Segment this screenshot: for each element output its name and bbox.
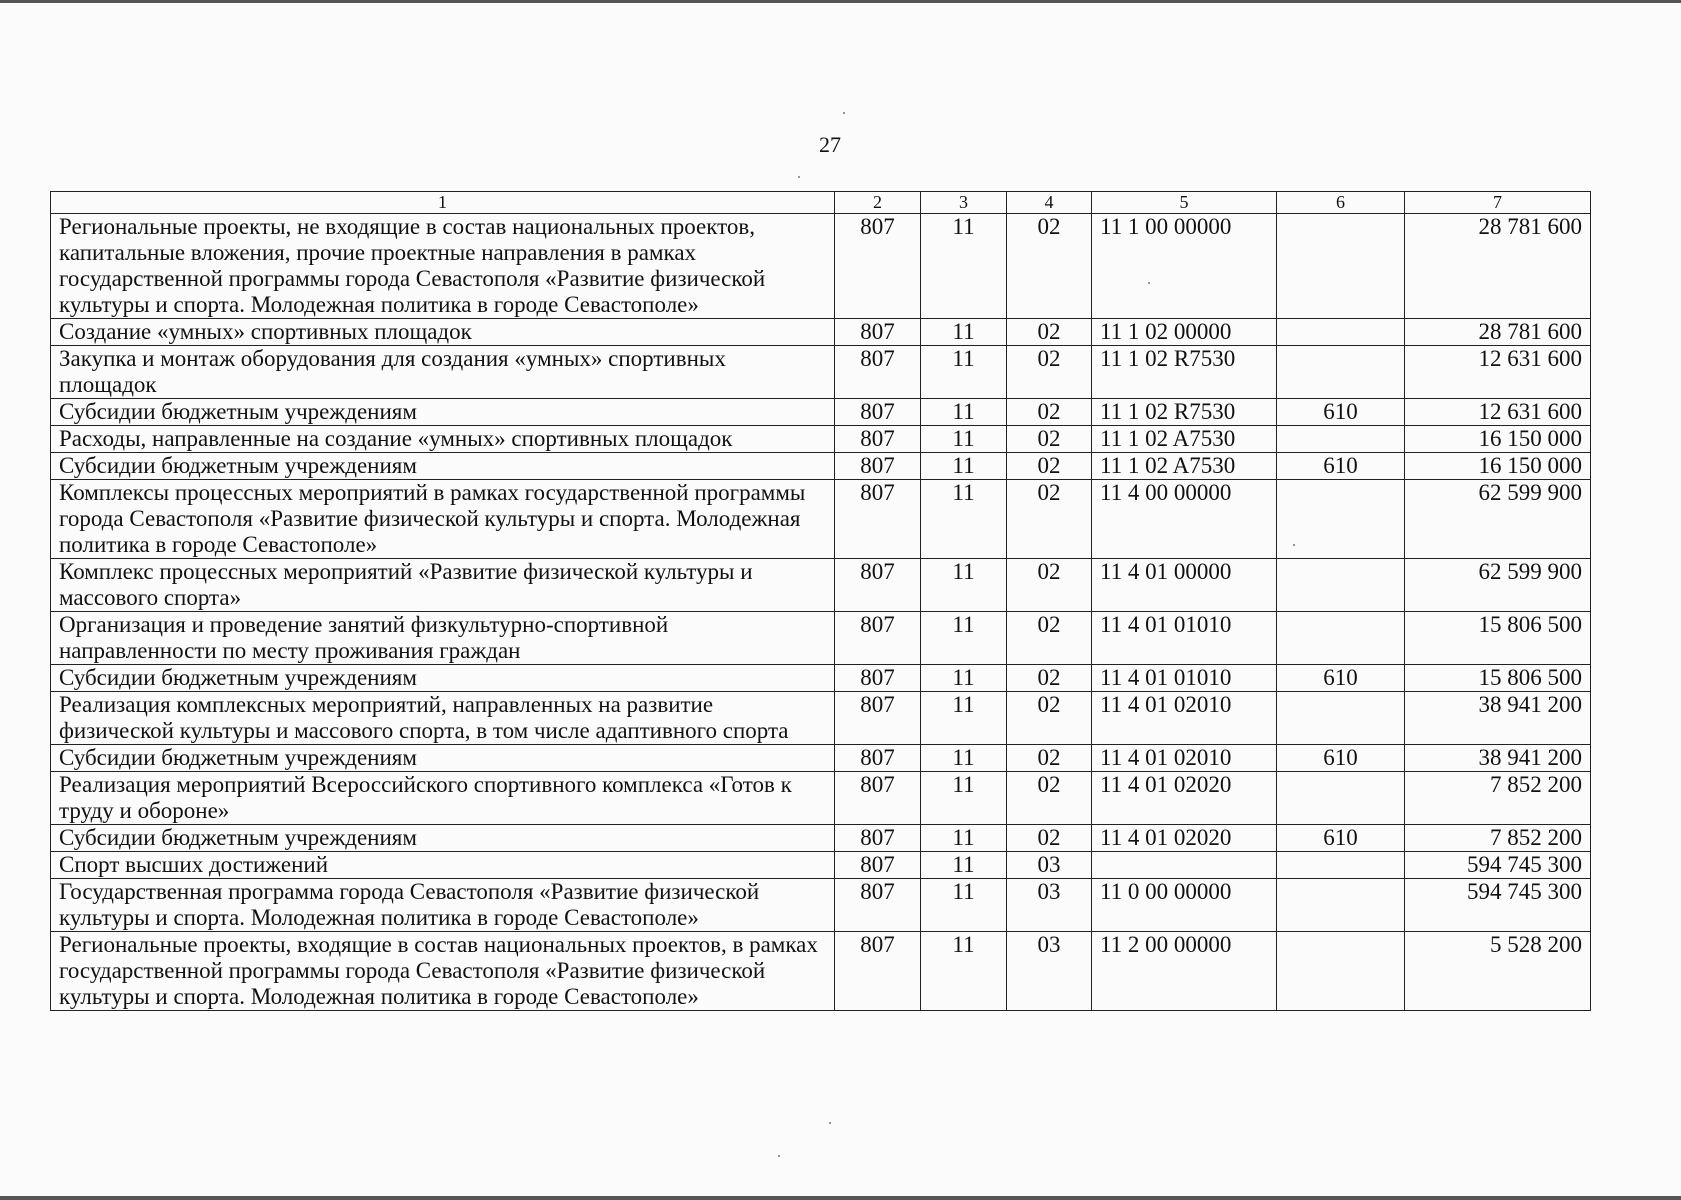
cell-subsection: 02 [1007, 825, 1092, 852]
cell-section: 11 [921, 825, 1007, 852]
cell-section: 11 [921, 852, 1007, 879]
cell-expense-type [1277, 346, 1405, 399]
cell-ministry-code: 807 [835, 612, 921, 665]
cell-amount: 16 150 000 [1405, 453, 1591, 480]
cell-name: Региональные проекты, не входящие в состав национальных проектов, капитальные вложения, прочие проектные направления в рамках государственной программы города Севастополя «Развитие физической культуры и спорта. Молодежная политика в городе Севастополе» [51, 214, 835, 319]
cell-ministry-code: 807 [835, 426, 921, 453]
cell-section: 11 [921, 612, 1007, 665]
cell-amount: 594 745 300 [1405, 852, 1591, 879]
scan-speck [1293, 544, 1295, 546]
cell-target-article: 11 4 00 00000 [1092, 480, 1277, 559]
cell-name: Государственная программа города Севастополя «Развитие физической культуры и спорта. Молодежная политика в городе Севастополе» [51, 879, 835, 932]
cell-subsection: 02 [1007, 692, 1092, 745]
cell-subsection: 02 [1007, 214, 1092, 319]
table-row [51, 214, 1591, 319]
cell-amount: 12 631 600 [1405, 399, 1591, 426]
cell-subsection: 02 [1007, 319, 1092, 346]
cell-section: 11 [921, 692, 1007, 745]
cell-expense-type [1277, 932, 1405, 1011]
cell-subsection: 02 [1007, 559, 1092, 612]
scan-speck [798, 176, 800, 178]
cell-expense-type [1277, 879, 1405, 932]
cell-section: 11 [921, 559, 1007, 612]
scan-edge-top [0, 0, 1681, 3]
scan-speck [829, 1122, 831, 1124]
cell-target-article: 11 4 01 02010 [1092, 745, 1277, 772]
column-number: 6 [1277, 192, 1405, 214]
cell-ministry-code: 807 [835, 214, 921, 319]
cell-subsection: 02 [1007, 426, 1092, 453]
table-row [51, 692, 1591, 745]
cell-target-article: 11 4 01 01010 [1092, 665, 1277, 692]
cell-target-article: 11 2 00 00000 [1092, 932, 1277, 1011]
cell-amount: 28 781 600 [1405, 319, 1591, 346]
cell-name: Комплексы процессных мероприятий в рамках государственной программы города Севастополя «Развитие физической культуры и спорта. Молодежная политика в городе Севастополе» [51, 480, 835, 559]
cell-target-article: 11 4 01 00000 [1092, 559, 1277, 612]
cell-section: 11 [921, 426, 1007, 453]
cell-amount: 28 781 600 [1405, 214, 1591, 319]
cell-ministry-code: 807 [835, 346, 921, 399]
cell-section: 11 [921, 932, 1007, 1011]
cell-target-article: 11 4 01 01010 [1092, 612, 1277, 665]
cell-expense-type [1277, 214, 1405, 319]
cell-amount: 16 150 000 [1405, 426, 1591, 453]
cell-amount: 5 528 200 [1405, 932, 1591, 1011]
cell-amount: 594 745 300 [1405, 879, 1591, 932]
cell-subsection: 02 [1007, 346, 1092, 399]
cell-expense-type: 610 [1277, 825, 1405, 852]
cell-section: 11 [921, 319, 1007, 346]
column-number: 4 [1007, 192, 1092, 214]
scan-speck [778, 1155, 780, 1157]
cell-name: Субсидии бюджетным учреждениям [51, 825, 835, 852]
cell-ministry-code: 807 [835, 825, 921, 852]
cell-expense-type [1277, 559, 1405, 612]
cell-amount: 15 806 500 [1405, 665, 1591, 692]
scan-speck [843, 112, 845, 114]
cell-section: 11 [921, 772, 1007, 825]
cell-section: 11 [921, 480, 1007, 559]
table-row [51, 453, 1591, 480]
cell-amount: 62 599 900 [1405, 480, 1591, 559]
cell-section: 11 [921, 214, 1007, 319]
cell-subsection: 02 [1007, 612, 1092, 665]
cell-name: Спорт высших достижений [51, 852, 835, 879]
cell-ministry-code: 807 [835, 665, 921, 692]
page-number: 27 [819, 132, 841, 157]
cell-name: Реализация мероприятий Всероссийского спортивного комплекса «Готов к труду и обороне» [51, 772, 835, 825]
table-body [51, 214, 1591, 1011]
cell-amount: 7 852 200 [1405, 825, 1591, 852]
cell-amount: 7 852 200 [1405, 772, 1591, 825]
cell-amount: 38 941 200 [1405, 692, 1591, 745]
column-number: 5 [1092, 192, 1277, 214]
cell-target-article: 11 4 01 02020 [1092, 772, 1277, 825]
column-number: 1 [51, 192, 835, 214]
cell-expense-type [1277, 692, 1405, 745]
scan-edge-bottom [0, 1196, 1681, 1200]
cell-amount: 38 941 200 [1405, 745, 1591, 772]
cell-target-article: 11 1 02 A7530 [1092, 453, 1277, 480]
cell-target-article: 11 1 02 R7530 [1092, 346, 1277, 399]
cell-subsection: 02 [1007, 665, 1092, 692]
cell-name: Субсидии бюджетным учреждениям [51, 399, 835, 426]
cell-name: Региональные проекты, входящие в состав национальных проектов, в рамках государственной программы города Севастополя «Развитие физической культуры и спорта. Молодежная политика в городе Севастополе» [51, 932, 835, 1011]
cell-subsection: 02 [1007, 480, 1092, 559]
column-number-row [51, 192, 1591, 214]
table-row [51, 879, 1591, 932]
cell-amount: 12 631 600 [1405, 346, 1591, 399]
table-row [51, 852, 1591, 879]
cell-expense-type [1277, 480, 1405, 559]
cell-target-article: 11 1 02 R7530 [1092, 399, 1277, 426]
cell-expense-type [1277, 852, 1405, 879]
table-row [51, 772, 1591, 825]
table-row [51, 745, 1591, 772]
cell-section: 11 [921, 453, 1007, 480]
cell-name: Комплекс процессных мероприятий «Развитие физической культуры и массового спорта» [51, 559, 835, 612]
cell-expense-type: 610 [1277, 665, 1405, 692]
cell-name: Субсидии бюджетным учреждениям [51, 453, 835, 480]
cell-expense-type [1277, 612, 1405, 665]
cell-section: 11 [921, 399, 1007, 426]
table-row [51, 399, 1591, 426]
table-row [51, 319, 1591, 346]
cell-target-article: 11 1 02 A7530 [1092, 426, 1277, 453]
cell-target-article: 11 4 01 02010 [1092, 692, 1277, 745]
cell-expense-type: 610 [1277, 453, 1405, 480]
cell-subsection: 02 [1007, 399, 1092, 426]
cell-section: 11 [921, 745, 1007, 772]
scan-speck [1148, 282, 1150, 284]
cell-section: 11 [921, 346, 1007, 399]
cell-ministry-code: 807 [835, 559, 921, 612]
cell-ministry-code: 807 [835, 745, 921, 772]
table-row [51, 559, 1591, 612]
cell-name: Субсидии бюджетным учреждениям [51, 665, 835, 692]
cell-subsection: 02 [1007, 745, 1092, 772]
cell-name: Реализация комплексных мероприятий, направленных на развитие физической культуры и массового спорта, в том числе адаптивного спорта [51, 692, 835, 745]
cell-name: Субсидии бюджетным учреждениям [51, 745, 835, 772]
cell-expense-type [1277, 426, 1405, 453]
table-row [51, 665, 1591, 692]
cell-expense-type [1277, 772, 1405, 825]
column-number: 3 [921, 192, 1007, 214]
cell-target-article [1092, 852, 1277, 879]
cell-ministry-code: 807 [835, 879, 921, 932]
budget-table [50, 191, 1591, 1011]
cell-expense-type: 610 [1277, 745, 1405, 772]
table-row [51, 825, 1591, 852]
cell-ministry-code: 807 [835, 852, 921, 879]
cell-target-article: 11 0 00 00000 [1092, 879, 1277, 932]
cell-subsection: 03 [1007, 932, 1092, 1011]
cell-section: 11 [921, 665, 1007, 692]
table-row [51, 426, 1591, 453]
cell-target-article: 11 1 00 00000 [1092, 214, 1277, 319]
cell-name: Расходы, направленные на создание «умных» спортивных площадок [51, 426, 835, 453]
cell-section: 11 [921, 879, 1007, 932]
cell-subsection: 03 [1007, 879, 1092, 932]
table-row [51, 346, 1591, 399]
cell-amount: 15 806 500 [1405, 612, 1591, 665]
cell-ministry-code: 807 [835, 453, 921, 480]
cell-ministry-code: 807 [835, 932, 921, 1011]
column-number: 2 [835, 192, 921, 214]
cell-expense-type [1277, 319, 1405, 346]
cell-subsection: 03 [1007, 852, 1092, 879]
cell-ministry-code: 807 [835, 772, 921, 825]
cell-name: Организация и проведение занятий физкультурно-спортивной направленности по месту проживания граждан [51, 612, 835, 665]
cell-subsection: 02 [1007, 772, 1092, 825]
cell-expense-type: 610 [1277, 399, 1405, 426]
table-row [51, 932, 1591, 1011]
cell-ministry-code: 807 [835, 692, 921, 745]
cell-subsection: 02 [1007, 453, 1092, 480]
cell-ministry-code: 807 [835, 319, 921, 346]
cell-name: Создание «умных» спортивных площадок [51, 319, 835, 346]
cell-ministry-code: 807 [835, 480, 921, 559]
table-row [51, 480, 1591, 559]
cell-name: Закупка и монтаж оборудования для создания «умных» спортивных площадок [51, 346, 835, 399]
table-row [51, 612, 1591, 665]
cell-ministry-code: 807 [835, 399, 921, 426]
cell-target-article: 11 4 01 02020 [1092, 825, 1277, 852]
column-number: 7 [1405, 192, 1591, 214]
cell-target-article: 11 1 02 00000 [1092, 319, 1277, 346]
cell-amount: 62 599 900 [1405, 559, 1591, 612]
